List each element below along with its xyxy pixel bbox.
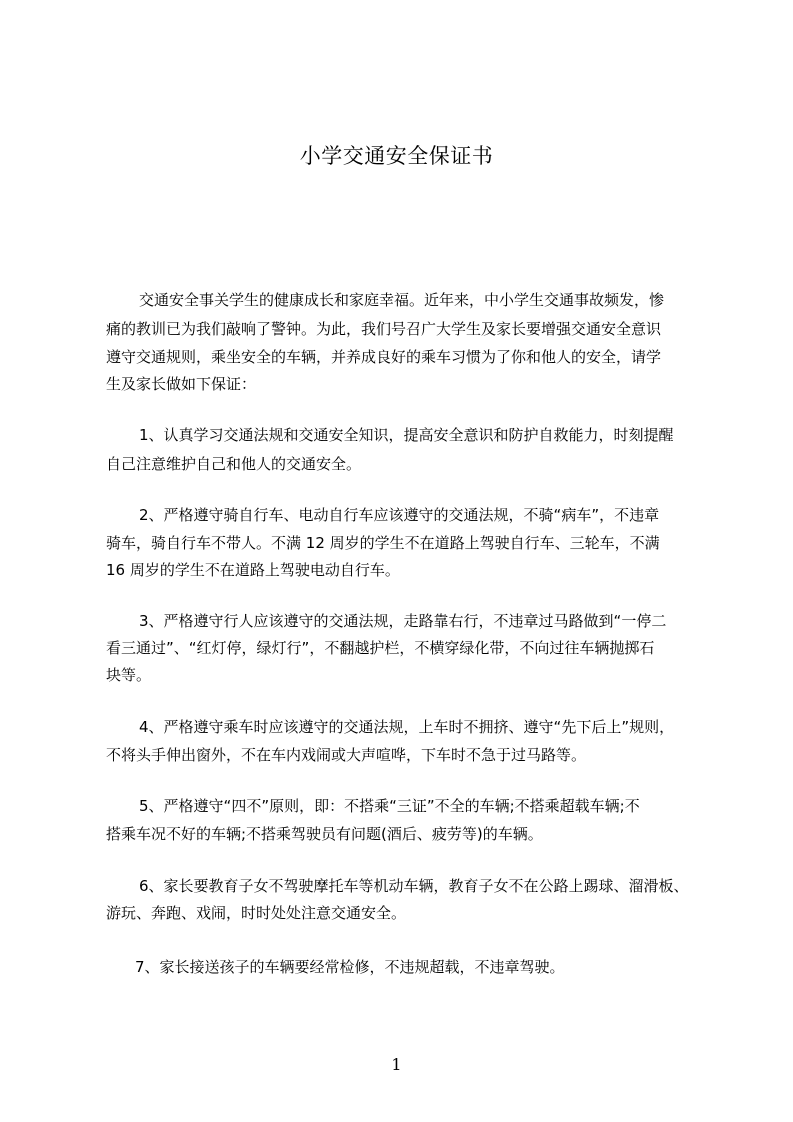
- pledge-line: 3、严格遵守行人应该遵守的交通法规，走路靠右行，不违章过马路做到“一停二: [139, 612, 667, 630]
- page-title: 小学交通安全保证书: [299, 144, 494, 168]
- pledge-line: 16 周岁的学生不在道路上驾驶电动自行车。: [106, 561, 400, 579]
- page-number: 1: [391, 1055, 402, 1074]
- intro-line: 痛的教训已为我们敲响了警钟。为此，我们号召广大学生及家长要增强交通安全意识: [106, 320, 662, 338]
- pledge-line: 6、家长要教育子女不驾驶摩托车等机动车辆，教育子女不在公路上踢球、溜滑板、: [139, 877, 689, 895]
- pledge-line: 看三通过”、“红灯停，绿灯行”，不翻越护栏，不横穿绿化带，不向过往车辆抛掷石: [106, 639, 655, 657]
- intro-line: 生及家长做如下保证：: [106, 375, 257, 393]
- pledge-line: 块等。: [106, 666, 152, 684]
- pledge-line: 不将头手伸出窗外，不在车内戏闹或大声喧哗，下车时不急于过马路等。: [106, 746, 587, 764]
- pledge-line: 骑车，骑自行车不带人。不满 12 周岁的学生不在道路上驾驶自行车、三轮车，不满: [106, 534, 660, 552]
- pledge-line: 2、严格遵守骑自行车、电动自行车应该遵守的交通法规，不骑“病车”，不违章: [139, 506, 660, 524]
- pledge-line: 游玩、奔跑、戏闹，时时处处注意交通安全。: [106, 904, 407, 922]
- pledge-line: 搭乘车况不好的车辆;不搭乘驾驶员有问题(酒后、疲劳等)的车辆。: [106, 825, 543, 843]
- pledge-line: 1、认真学习交通法规和交通安全知识，提高安全意识和防护自救能力，时刻提醒: [139, 426, 674, 444]
- pledge-line: 7、家长接送孩子的车辆要经常检修，不违规超载，不违章驾驶。: [135, 958, 565, 976]
- pledge-line: 5、严格遵守“四不”原则，即：不搭乘“三证”不全的车辆;不搭乘超载车辆;不: [139, 797, 640, 815]
- intro-line: 交通安全事关学生的健康成长和家庭幸福。近年来，中小学生交通事故频发，惨: [139, 291, 665, 309]
- pledge-line: 自己注意维护自己和他人的交通安全。: [106, 455, 362, 473]
- pledge-line: 4、严格遵守乘车时应该遵守的交通法规，上车时不拥挤、遵守“先下后上”规则，: [139, 718, 675, 736]
- intro-line: 遵守交通规则，乘坐安全的车辆，并养成良好的乘车习惯为了你和他人的安全，请学: [106, 348, 662, 366]
